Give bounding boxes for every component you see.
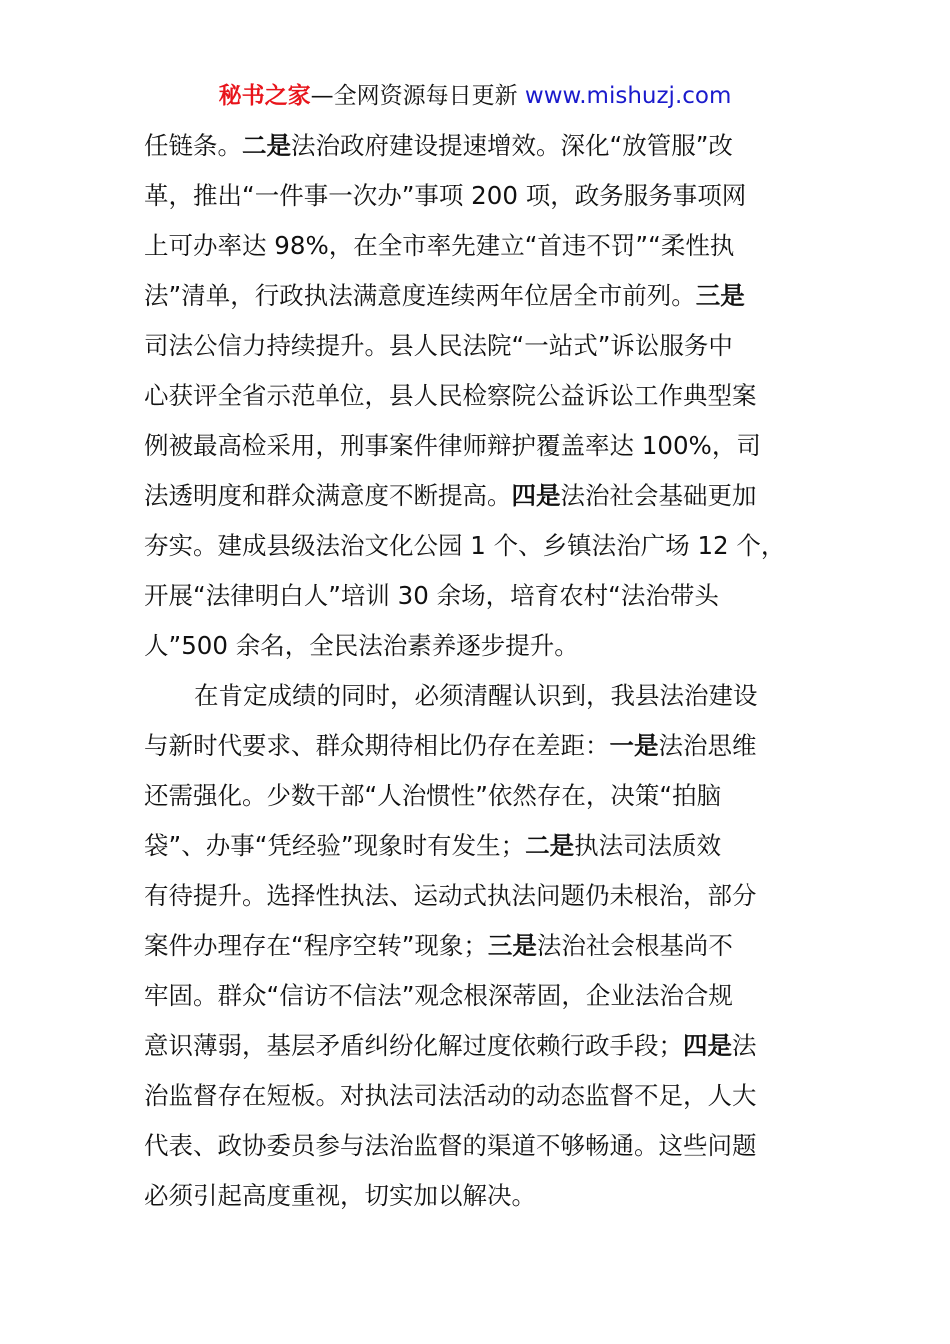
text-line (144, 429, 761, 463)
text-segment: 在肯定成绩的同时，必须清醒认识到，我县法治建设 (194, 681, 758, 710)
site-url[interactable]: www.mishuzj.com (524, 83, 732, 109)
text-segment: 还需强化。少数干部“人治惯性”依然存在，决策“拍脑 (144, 781, 722, 810)
text-segment: 法透明度和群众满意度不断提高。 (144, 481, 512, 510)
text-line (144, 929, 733, 963)
text-line (144, 629, 579, 663)
text-segment: 例被最高检采用，刑事案件律师辩护覆盖率达 100%，司 (144, 431, 761, 460)
text-segment: 心获评全省示范单位，县人民检察院公益诉讼工作典型案 (144, 381, 757, 410)
text-segment: 司法公信力持续提升。县人民法院“一站式”诉讼服务中 (144, 331, 733, 360)
text-line (144, 129, 733, 163)
text-segment: 治监督存在短板。对执法司法活动的动态监督不足，人大 (144, 1081, 757, 1110)
text-segment: 与新时代要求、群众期待相比仍存在差距： (144, 731, 610, 760)
text-line (144, 229, 734, 263)
text-line (144, 829, 721, 863)
text-line (144, 379, 757, 413)
text-line (144, 779, 721, 813)
text-segment: 必须引起高度重视，切实加以解决。 (144, 1181, 536, 1210)
emphasis-text: 四是 (511, 481, 561, 510)
text-segment: 法治社会根基尚不 (536, 931, 733, 960)
text-line (144, 729, 757, 763)
text-segment: 有待提升。选择性执法、运动式执法问题仍未根治，部分 (144, 881, 757, 910)
text-line (144, 1079, 757, 1113)
text-segment: 法”清单，行政执法满意度连续两年位居全市前列。 (144, 281, 696, 310)
text-segment: 人”500 余名，全民法治素养逐步提升。 (144, 631, 579, 660)
emphasis-text: 三是 (695, 281, 745, 310)
emphasis-text: 一是 (609, 731, 659, 760)
text-segment: 执法司法质效 (574, 831, 722, 860)
text-segment: 意识薄弱，基层矛盾纠纷化解过度依赖行政手段； (144, 1031, 683, 1060)
emphasis-text: 二是 (242, 131, 291, 160)
text-line (144, 1029, 757, 1063)
site-brand: 秘书之家 (218, 83, 311, 109)
text-line (144, 579, 719, 613)
text-line (144, 1179, 536, 1213)
text-segment: 上可办率达 98%，在全市率先建立“首违不罚”“柔性执 (144, 231, 735, 260)
text-segment: 夯实。建成县级法治文化公园 1 个、乡镇法治广场 12 个， (144, 531, 786, 560)
text-segment: 牢固。群众“信访不信法”观念根深蒂固，企业法治合规 (144, 981, 733, 1010)
emphasis-text: 三是 (487, 931, 537, 960)
text-line (144, 179, 746, 213)
text-line (194, 679, 758, 713)
site-header (0, 80, 950, 112)
text-segment: 法 (732, 1031, 757, 1060)
text-line (144, 529, 785, 563)
text-segment: 革，推出“一件事一次办”事项 200 项，政务服务事项网 (144, 181, 747, 210)
text-line (144, 329, 733, 363)
text-line (144, 979, 733, 1013)
text-segment: 任链条。 (144, 131, 242, 160)
text-segment: 开展“法律明白人”培训 30 余场，培育农村“法治带头 (144, 581, 719, 610)
text-segment: 案件办理存在“程序空转”现象； (144, 931, 488, 960)
text-segment: 代表、政协委员参与法治监督的渠道不够畅通。这些问题 (144, 1131, 757, 1160)
text-line (144, 479, 757, 513)
text-line (144, 879, 757, 913)
text-line (144, 279, 745, 313)
text-line (144, 1129, 757, 1163)
text-segment: 法治思维 (658, 731, 757, 760)
emphasis-text: 二是 (525, 831, 575, 860)
site-tagline: —全网资源每日更新 (310, 83, 525, 109)
emphasis-text: 四是 (683, 1031, 732, 1060)
text-segment: 法治社会基础更加 (560, 481, 757, 510)
text-segment: 袋”、办事“凭经验”现象时有发生； (144, 831, 526, 860)
text-segment: 法治政府建设提速增效。深化“放管服”改 (291, 131, 733, 160)
